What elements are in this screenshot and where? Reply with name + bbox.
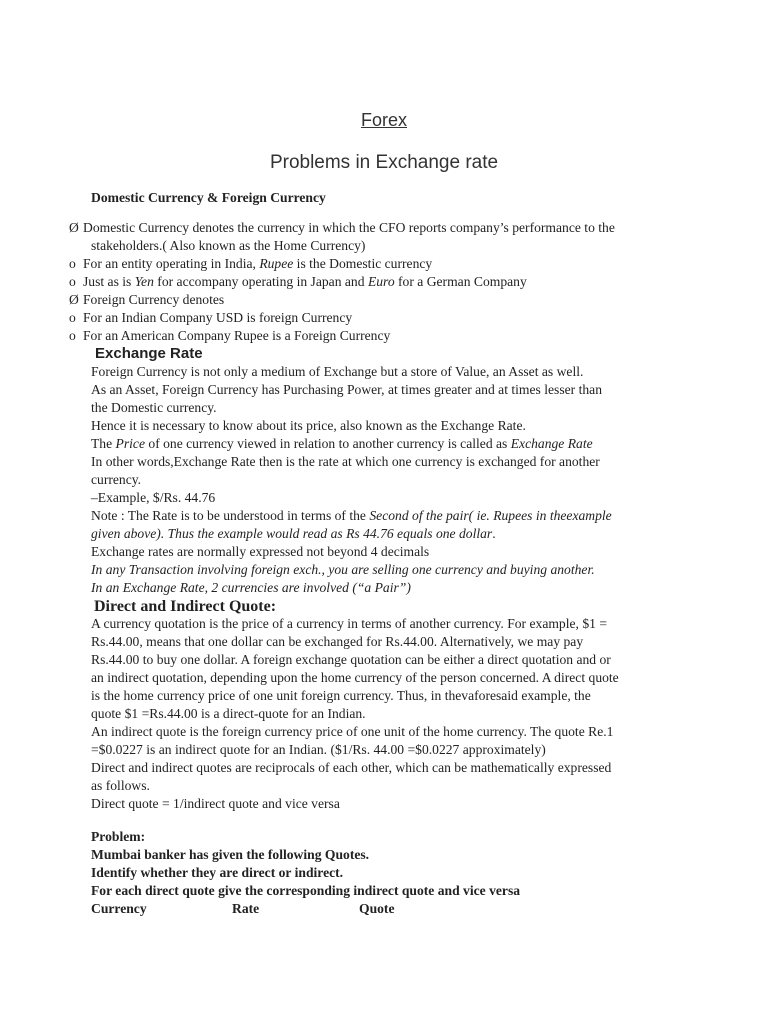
paragraph-line: Rs.44.00 to buy one dollar. A foreign exchange quotation can be either a direct quotation and or [91, 652, 611, 667]
paragraph-line: As an Asset, Foreign Currency has Purchasing Power, at times greater and at times lesser than [91, 382, 602, 397]
paragraph-line: Note : The Rate is to be understood in terms of the Second of the pair( ie. Rupees in theexample [91, 508, 612, 523]
paragraph-line: currency. [91, 472, 142, 487]
paragraph-line: =$0.0227 is an indirect quote for an Indian. ($1/Rs. 44.00 =$0.0227 approximately) [91, 742, 546, 757]
paragraph-line: –Example, $/Rs. 44.76 [91, 490, 216, 505]
list-marker: Ø [69, 220, 79, 235]
list-item-continuation: stakeholders.( Also known as the Home Currency) [91, 238, 366, 253]
list-marker: o [69, 274, 76, 289]
paragraph-line: The Price of one currency viewed in relation to another currency is called as Exchange Rate [91, 436, 593, 451]
section-heading-quotes: Direct and Indirect Quote: [94, 598, 277, 615]
paragraph-line: Direct and indirect quotes are reciprocals of each other, which can be mathematically expressed [91, 760, 612, 775]
list-marker: o [69, 310, 76, 325]
paragraph-line: An indirect quote is the foreign currency price of one unit of the home currency. The quote Re.1 [91, 724, 614, 739]
paragraph-line: given above). Thus the example would read as Rs 44.76 equals one dollar. [91, 526, 496, 541]
list-marker: o [69, 328, 76, 343]
paragraph-line: Foreign Currency is not only a medium of Exchange but a store of Value, an Asset as well. [91, 364, 584, 379]
paragraph-line: quote $1 =Rs.44.00 is a direct-quote for an Indian. [91, 706, 366, 721]
page-subtitle: Problems in Exchange rate [269, 152, 499, 173]
column-header-quote: Quote [359, 901, 395, 916]
problem-line: For each direct quote give the corresponding indirect quote and vice versa [91, 883, 521, 898]
list-marker: o [69, 256, 76, 271]
paragraph-line: an indirect quotation, depending upon the home currency of the person concerned. A direct quote [91, 670, 619, 685]
paragraph-line: In other words,Exchange Rate then is the rate at which one currency is exchanged for another [91, 454, 600, 469]
problem-line: Mumbai banker has given the following Quotes. [91, 847, 370, 862]
list-item: For an entity operating in India, Rupee is the Domestic currency [83, 256, 433, 271]
problem-line: Identify whether they are direct or indirect. [91, 865, 344, 880]
paragraph-line: In an Exchange Rate, 2 currencies are involved (“a Pair”) [91, 580, 411, 595]
paragraph-line: A currency quotation is the price of a currency in terms of another currency. For example, $1 = [91, 616, 607, 631]
column-header-rate: Rate [232, 901, 260, 916]
paragraph-line: as follows. [91, 778, 150, 793]
list-marker: Ø [69, 292, 79, 307]
paragraph-line: Exchange rates are normally expressed not beyond 4 decimals [91, 544, 430, 559]
section-heading-exchange-rate: Exchange Rate [95, 345, 203, 362]
column-header-currency: Currency [91, 901, 147, 916]
list-item: Domestic Currency denotes the currency in which the CFO reports company’s performance to the [83, 220, 615, 235]
list-item: Just as is Yen for accompany operating in Japan and Euro for a German Company [83, 274, 527, 289]
list-item: For an American Company Rupee is a Foreign Currency [83, 328, 391, 343]
paragraph-line: the Domestic currency. [91, 400, 217, 415]
list-item: For an Indian Company USD is foreign Currency [83, 310, 353, 325]
paragraph-line: Direct quote = 1/indirect quote and vice versa [91, 796, 340, 811]
paragraph-line: Hence it is necessary to know about its price, also known as the Exchange Rate. [91, 418, 526, 433]
problem-heading: Problem: [91, 829, 146, 844]
list-item: Foreign Currency denotes [83, 292, 225, 307]
page-title: Forex [360, 110, 407, 130]
paragraph-line: In any Transaction involving foreign exch., you are selling one currency and buying another. [91, 562, 595, 577]
section-heading-currency: Domestic Currency & Foreign Currency [91, 190, 326, 205]
paragraph-line: Rs.44.00, means that one dollar can be exchanged for Rs.44.00. Alternatively, we may pay [91, 634, 584, 649]
paragraph-line: is the home currency price of one unit foreign currency. Thus, in thevaforesaid example, the [91, 688, 591, 703]
